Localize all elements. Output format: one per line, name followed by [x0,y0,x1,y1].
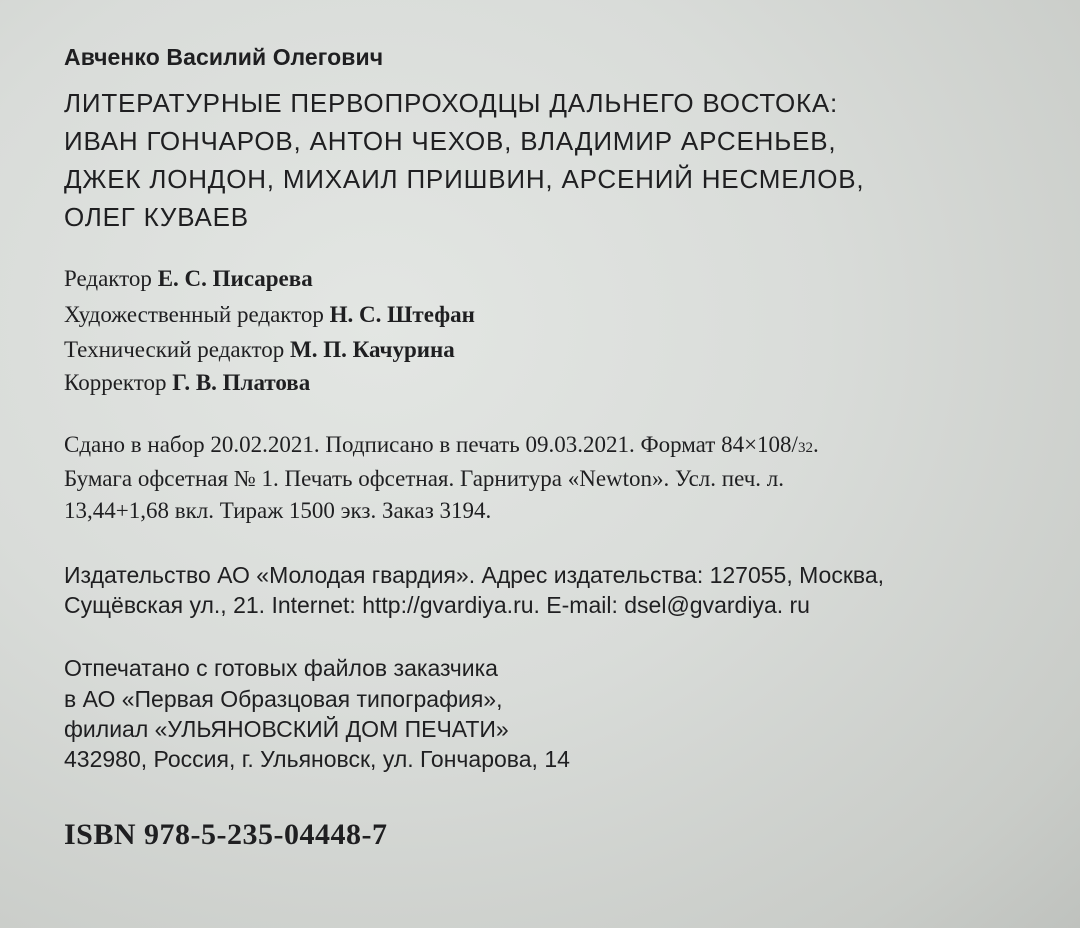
credit-art-editor [64,302,475,328]
credit-person: Е. С. Писарева [157,266,313,291]
book-title-line: ЛИТЕРАТУРНЫЕ ПЕРВОПРОХОДЦЫ ДАЛЬНЕГО ВОСТОКА: [64,88,839,118]
credit-role: Технический редактор [64,337,285,362]
credit-editor [64,266,313,292]
publisher-contacts: Сущёвская ул., 21. Internet: http://gvardiya.ru. E-mail: dsel@gvardiya. ru [64,592,810,618]
book-title-line: ДЖЕК ЛОНДОН, МИХАИЛ ПРИШВИН, АРСЕНИЙ НЕСМЕЛОВ, [64,164,865,194]
credit-technical-editor [64,337,455,363]
author-name: Авченко Василий Олегович [64,44,384,70]
credit-proofreader [64,370,310,396]
credit-person: Г. В. Платова [172,370,311,395]
credit-role: Редактор [64,266,152,291]
printer-line: в АО «Первая Образцовая типография», [64,686,503,712]
printer-line: филиал «УЛЬЯНОВСКИЙ ДОМ ПЕЧАТИ» [64,716,509,742]
printer-line: 432980, Россия, г. Ульяновск, ул. Гончарова, 14 [64,746,570,772]
credit-person: Н. С. Штефан [329,302,475,327]
book-title-line: ОЛЕГ КУВАЕВ [64,202,249,232]
print-details-line: Бумага офсетная № 1. Печать офсетная. Гарнитура «Newton». Усл. печ. л. [64,466,785,491]
printer-line: Отпечатано с готовых файлов заказчика [64,655,498,681]
book-title-line: ИВАН ГОНЧАРОВ, АНТОН ЧЕХОВ, ВЛАДИМИР АРСЕНЬЕВ, [64,126,837,156]
format-fraction-denominator: 32 [797,440,813,456]
print-dates-format: Сдано в набор 20.02.2021. Подписано в печать 09.03.2021. Формат 84×108/ [64,432,798,457]
credit-role: Корректор [64,370,167,395]
isbn-number: ISBN 978-5-235-04448-7 [64,818,388,851]
publisher-address: Издательство АО «Молодая гвардия». Адрес издательства: 127055, Москва, [64,562,885,588]
print-details-line: 13,44+1,68 вкл. Тираж 1500 экз. Заказ 3194. [64,498,492,523]
print-details-line [64,432,819,458]
print-details-period: . [812,432,819,457]
credit-person: М. П. Качурина [289,337,455,362]
credit-role: Художественный редактор [64,302,324,327]
